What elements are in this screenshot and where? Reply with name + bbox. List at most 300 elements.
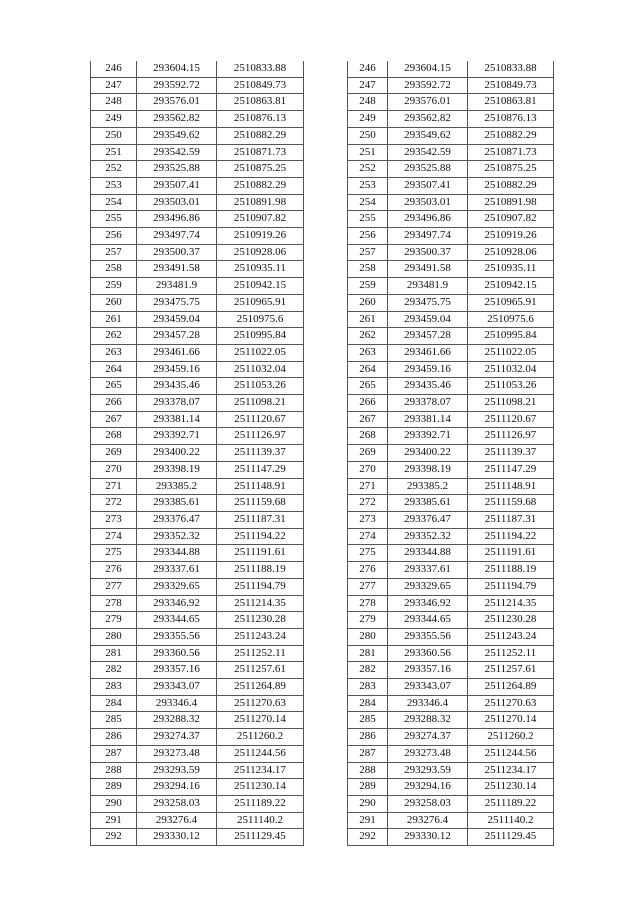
table-row (348, 77, 554, 94)
x-coordinate-cell: 293346.4 (388, 695, 468, 712)
y-coordinate-cell: 2510833.88 (468, 61, 554, 77)
table-row (91, 511, 304, 528)
table-row (91, 461, 304, 478)
point-number-cell: 286 (348, 729, 388, 746)
table-row (91, 495, 304, 512)
x-coordinate-cell: 293357.16 (137, 662, 217, 679)
y-coordinate-cell: 2511189.22 (468, 795, 554, 812)
x-coordinate-cell: 293276.4 (388, 812, 468, 829)
point-number-cell: 275 (348, 545, 388, 562)
table-row (348, 478, 554, 495)
table-row (348, 495, 554, 512)
x-coordinate-cell: 293288.32 (137, 712, 217, 729)
point-number-cell: 251 (91, 144, 137, 161)
y-coordinate-cell: 2511053.26 (468, 378, 554, 395)
y-coordinate-cell: 2511191.61 (217, 545, 304, 562)
table-row (91, 779, 304, 796)
y-coordinate-cell: 2511098.21 (468, 395, 554, 412)
table-row (348, 311, 554, 328)
y-coordinate-cell: 2510891.98 (468, 194, 554, 211)
x-coordinate-cell: 293562.82 (137, 111, 217, 128)
point-number-cell: 282 (348, 662, 388, 679)
y-coordinate-cell: 2510935.11 (468, 261, 554, 278)
x-coordinate-cell: 293491.58 (137, 261, 217, 278)
point-number-cell: 253 (91, 177, 137, 194)
x-coordinate-cell: 293400.22 (388, 445, 468, 462)
y-coordinate-cell: 2511270.63 (217, 695, 304, 712)
point-number-cell: 286 (91, 729, 137, 746)
point-number-cell: 272 (91, 495, 137, 512)
point-number-cell: 289 (348, 779, 388, 796)
y-coordinate-cell: 2511252.11 (217, 645, 304, 662)
point-number-cell: 246 (348, 61, 388, 77)
table-row (91, 144, 304, 161)
point-number-cell: 266 (348, 395, 388, 412)
x-coordinate-cell: 293258.03 (388, 795, 468, 812)
y-coordinate-cell: 2511129.45 (217, 829, 304, 846)
y-coordinate-cell: 2510928.06 (217, 244, 304, 261)
table-row (348, 61, 554, 77)
x-coordinate-cell: 293400.22 (137, 445, 217, 462)
point-number-cell: 280 (348, 628, 388, 645)
point-number-cell: 262 (91, 328, 137, 345)
x-coordinate-cell: 293392.71 (137, 428, 217, 445)
table-row (91, 762, 304, 779)
y-coordinate-cell: 2510995.84 (217, 328, 304, 345)
x-coordinate-cell: 293525.88 (137, 161, 217, 178)
y-coordinate-cell: 2510919.26 (217, 228, 304, 245)
point-number-cell: 257 (348, 244, 388, 261)
y-coordinate-cell: 2511159.68 (217, 495, 304, 512)
table-row (348, 395, 554, 412)
point-number-cell: 258 (91, 261, 137, 278)
y-coordinate-cell: 2510919.26 (468, 228, 554, 245)
y-coordinate-cell: 2510871.73 (468, 144, 554, 161)
y-coordinate-cell: 2511243.24 (217, 628, 304, 645)
y-coordinate-cell: 2511257.61 (217, 662, 304, 679)
table-row (348, 244, 554, 261)
table-row (91, 328, 304, 345)
x-coordinate-cell: 293503.01 (137, 194, 217, 211)
y-coordinate-cell: 2510849.73 (217, 77, 304, 94)
x-coordinate-cell: 293562.82 (388, 111, 468, 128)
y-coordinate-cell: 2511188.19 (468, 562, 554, 579)
table-row (348, 361, 554, 378)
x-coordinate-cell: 293481.9 (388, 278, 468, 295)
y-coordinate-cell: 2510935.11 (217, 261, 304, 278)
y-coordinate-cell: 2510882.29 (468, 127, 554, 144)
point-number-cell: 259 (91, 278, 137, 295)
point-number-cell: 256 (348, 228, 388, 245)
point-number-cell: 288 (348, 762, 388, 779)
point-number-cell: 255 (348, 211, 388, 228)
table-row (348, 428, 554, 445)
x-coordinate-cell: 293378.07 (388, 395, 468, 412)
table-row (348, 177, 554, 194)
x-coordinate-cell: 293576.01 (388, 94, 468, 111)
x-coordinate-cell: 293604.15 (137, 61, 217, 77)
point-number-cell: 287 (348, 745, 388, 762)
table-row (91, 411, 304, 428)
point-number-cell: 251 (348, 144, 388, 161)
y-coordinate-cell: 2510882.29 (217, 127, 304, 144)
y-coordinate-cell: 2511098.21 (217, 395, 304, 412)
point-number-cell: 261 (348, 311, 388, 328)
table-row (348, 812, 554, 829)
table-row (348, 695, 554, 712)
y-coordinate-cell: 2510833.88 (217, 61, 304, 77)
y-coordinate-cell: 2510882.29 (468, 177, 554, 194)
point-number-cell: 258 (348, 261, 388, 278)
y-coordinate-cell: 2511022.05 (468, 344, 554, 361)
point-number-cell: 267 (91, 411, 137, 428)
x-coordinate-cell: 293346.4 (137, 695, 217, 712)
y-coordinate-cell: 2511230.28 (217, 612, 304, 629)
table-row (91, 361, 304, 378)
table-row (348, 328, 554, 345)
point-number-cell: 289 (91, 779, 137, 796)
y-coordinate-cell: 2511120.67 (217, 411, 304, 428)
point-number-cell: 255 (91, 211, 137, 228)
point-number-cell: 268 (348, 428, 388, 445)
y-coordinate-cell: 2511194.79 (217, 578, 304, 595)
point-number-cell: 248 (348, 94, 388, 111)
x-coordinate-cell: 293592.72 (388, 77, 468, 94)
y-coordinate-cell: 2510942.15 (468, 278, 554, 295)
x-coordinate-cell: 293357.16 (388, 662, 468, 679)
table-row (91, 127, 304, 144)
table-row (348, 562, 554, 579)
table-row (348, 712, 554, 729)
y-coordinate-cell: 2511032.04 (468, 361, 554, 378)
y-coordinate-cell: 2510928.06 (468, 244, 554, 261)
y-coordinate-cell: 2511189.22 (217, 795, 304, 812)
y-coordinate-cell: 2510965.91 (217, 294, 304, 311)
x-coordinate-cell: 293344.65 (388, 612, 468, 629)
x-coordinate-cell: 293385.61 (388, 495, 468, 512)
point-number-cell: 265 (91, 378, 137, 395)
point-number-cell: 257 (91, 244, 137, 261)
x-coordinate-cell: 293288.32 (388, 712, 468, 729)
table-row (348, 612, 554, 629)
x-coordinate-cell: 293273.48 (137, 745, 217, 762)
x-coordinate-cell: 293381.14 (388, 411, 468, 428)
y-coordinate-cell: 2511187.31 (217, 511, 304, 528)
y-coordinate-cell: 2511147.29 (468, 461, 554, 478)
table-row (348, 144, 554, 161)
x-coordinate-cell: 293398.19 (388, 461, 468, 478)
y-coordinate-cell: 2510965.91 (468, 294, 554, 311)
point-number-cell: 254 (348, 194, 388, 211)
table-row (91, 428, 304, 445)
x-coordinate-cell: 293258.03 (137, 795, 217, 812)
point-number-cell: 267 (348, 411, 388, 428)
y-coordinate-cell: 2510871.73 (217, 144, 304, 161)
x-coordinate-cell: 293343.07 (137, 679, 217, 696)
y-coordinate-cell: 2510875.25 (217, 161, 304, 178)
y-coordinate-cell: 2511148.91 (217, 478, 304, 495)
y-coordinate-cell: 2511191.61 (468, 545, 554, 562)
x-coordinate-cell: 293344.88 (388, 545, 468, 562)
y-coordinate-cell: 2511244.56 (217, 745, 304, 762)
point-number-cell: 276 (348, 562, 388, 579)
x-coordinate-cell: 293592.72 (137, 77, 217, 94)
table-row (348, 445, 554, 462)
table-row (348, 779, 554, 796)
x-coordinate-cell: 293461.66 (137, 344, 217, 361)
y-coordinate-cell: 2511126.97 (468, 428, 554, 445)
x-coordinate-cell: 293500.37 (137, 244, 217, 261)
point-number-cell: 270 (91, 461, 137, 478)
point-number-cell: 269 (91, 445, 137, 462)
table-row (348, 628, 554, 645)
y-coordinate-cell: 2511214.35 (468, 595, 554, 612)
y-coordinate-cell: 2511194.22 (468, 528, 554, 545)
table-row (91, 829, 304, 846)
x-coordinate-cell: 293497.74 (137, 228, 217, 245)
y-coordinate-cell: 2510942.15 (217, 278, 304, 295)
point-number-cell: 274 (91, 528, 137, 545)
table-row (91, 77, 304, 94)
y-coordinate-cell: 2511214.35 (217, 595, 304, 612)
y-coordinate-cell: 2510891.98 (217, 194, 304, 211)
table-row (91, 294, 304, 311)
point-number-cell: 287 (91, 745, 137, 762)
y-coordinate-cell: 2511230.14 (217, 779, 304, 796)
x-coordinate-cell: 293496.86 (137, 211, 217, 228)
table-row (348, 795, 554, 812)
y-coordinate-cell: 2511264.89 (217, 679, 304, 696)
x-coordinate-cell: 293376.47 (137, 511, 217, 528)
point-number-cell: 283 (348, 679, 388, 696)
y-coordinate-cell: 2511234.17 (217, 762, 304, 779)
table-row (91, 161, 304, 178)
table-row (91, 545, 304, 562)
y-coordinate-cell: 2511147.29 (217, 461, 304, 478)
table-row (348, 578, 554, 595)
table-row (91, 445, 304, 462)
y-coordinate-cell: 2511244.56 (468, 745, 554, 762)
point-number-cell: 263 (348, 344, 388, 361)
x-coordinate-cell: 293385.2 (388, 478, 468, 495)
point-number-cell: 250 (91, 127, 137, 144)
x-coordinate-cell: 293329.65 (137, 578, 217, 595)
point-number-cell: 290 (91, 795, 137, 812)
point-number-cell: 272 (348, 495, 388, 512)
y-coordinate-cell: 2511194.79 (468, 578, 554, 595)
point-number-cell: 248 (91, 94, 137, 111)
x-coordinate-cell: 293352.32 (137, 528, 217, 545)
point-number-cell: 252 (348, 161, 388, 178)
table-row (91, 261, 304, 278)
y-coordinate-cell: 2510863.81 (468, 94, 554, 111)
table-row (91, 745, 304, 762)
x-coordinate-cell: 293507.41 (388, 177, 468, 194)
point-number-cell: 285 (91, 712, 137, 729)
table-row (91, 578, 304, 595)
point-number-cell: 254 (91, 194, 137, 211)
point-number-cell: 266 (91, 395, 137, 412)
table-row (348, 344, 554, 361)
table-row (91, 595, 304, 612)
x-coordinate-cell: 293293.59 (388, 762, 468, 779)
x-coordinate-cell: 293376.47 (388, 511, 468, 528)
point-number-cell: 276 (91, 562, 137, 579)
table-row (91, 94, 304, 111)
table-row (348, 762, 554, 779)
table-row (348, 645, 554, 662)
point-number-cell: 277 (91, 578, 137, 595)
point-number-cell: 273 (348, 511, 388, 528)
x-coordinate-cell: 293337.61 (137, 562, 217, 579)
y-coordinate-cell: 2511252.11 (468, 645, 554, 662)
x-coordinate-cell: 293496.86 (388, 211, 468, 228)
point-number-cell: 290 (348, 795, 388, 812)
point-number-cell: 277 (348, 578, 388, 595)
point-number-cell: 275 (91, 545, 137, 562)
table-row (91, 395, 304, 412)
table-row (91, 562, 304, 579)
y-coordinate-cell: 2511159.68 (468, 495, 554, 512)
point-number-cell: 283 (91, 679, 137, 696)
point-number-cell: 264 (91, 361, 137, 378)
y-coordinate-cell: 2511129.45 (468, 829, 554, 846)
y-coordinate-cell: 2511257.61 (468, 662, 554, 679)
y-coordinate-cell: 2511120.67 (468, 411, 554, 428)
point-number-cell: 261 (91, 311, 137, 328)
table-row (91, 244, 304, 261)
point-number-cell: 281 (348, 645, 388, 662)
x-coordinate-cell: 293355.56 (137, 628, 217, 645)
x-coordinate-cell: 293549.62 (137, 127, 217, 144)
table-row (348, 595, 554, 612)
point-number-cell: 280 (91, 628, 137, 645)
x-coordinate-cell: 293360.56 (137, 645, 217, 662)
x-coordinate-cell: 293343.07 (388, 679, 468, 696)
point-number-cell: 262 (348, 328, 388, 345)
point-number-cell: 279 (348, 612, 388, 629)
y-coordinate-cell: 2511260.2 (217, 729, 304, 746)
x-coordinate-cell: 293355.56 (388, 628, 468, 645)
x-coordinate-cell: 293491.58 (388, 261, 468, 278)
table-row (91, 177, 304, 194)
x-coordinate-cell: 293360.56 (388, 645, 468, 662)
x-coordinate-cell: 293542.59 (137, 144, 217, 161)
table-row (348, 278, 554, 295)
table-row (91, 695, 304, 712)
x-coordinate-cell: 293475.75 (388, 294, 468, 311)
x-coordinate-cell: 293344.65 (137, 612, 217, 629)
x-coordinate-cell: 293459.16 (137, 361, 217, 378)
point-number-cell: 253 (348, 177, 388, 194)
table-row (91, 729, 304, 746)
x-coordinate-cell: 293459.16 (388, 361, 468, 378)
y-coordinate-cell: 2510907.82 (468, 211, 554, 228)
x-coordinate-cell: 293276.4 (137, 812, 217, 829)
coordinate-table-left (90, 61, 304, 846)
table-row (348, 528, 554, 545)
table-row (91, 679, 304, 696)
point-number-cell: 269 (348, 445, 388, 462)
point-number-cell: 247 (91, 77, 137, 94)
point-number-cell: 279 (91, 612, 137, 629)
x-coordinate-cell: 293503.01 (388, 194, 468, 211)
x-coordinate-cell: 293459.04 (137, 311, 217, 328)
point-number-cell: 278 (91, 595, 137, 612)
table-row (91, 628, 304, 645)
x-coordinate-cell: 293293.59 (137, 762, 217, 779)
x-coordinate-cell: 293274.37 (137, 729, 217, 746)
table-row (91, 61, 304, 77)
point-number-cell: 263 (91, 344, 137, 361)
point-number-cell: 274 (348, 528, 388, 545)
point-number-cell: 285 (348, 712, 388, 729)
y-coordinate-cell: 2510882.29 (217, 177, 304, 194)
table-row (348, 211, 554, 228)
y-coordinate-cell: 2511270.14 (468, 712, 554, 729)
point-number-cell: 268 (91, 428, 137, 445)
y-coordinate-cell: 2511022.05 (217, 344, 304, 361)
table-row (91, 111, 304, 128)
x-coordinate-cell: 293435.46 (388, 378, 468, 395)
y-coordinate-cell: 2511230.14 (468, 779, 554, 796)
x-coordinate-cell: 293294.16 (388, 779, 468, 796)
point-number-cell: 256 (91, 228, 137, 245)
x-coordinate-cell: 293542.59 (388, 144, 468, 161)
coordinate-table-right (347, 61, 554, 846)
y-coordinate-cell: 2511230.28 (468, 612, 554, 629)
point-number-cell: 291 (91, 812, 137, 829)
table-row (91, 378, 304, 395)
x-coordinate-cell: 293457.28 (137, 328, 217, 345)
x-coordinate-cell: 293392.71 (388, 428, 468, 445)
table-row (91, 478, 304, 495)
table-row (91, 278, 304, 295)
y-coordinate-cell: 2511234.17 (468, 762, 554, 779)
x-coordinate-cell: 293549.62 (388, 127, 468, 144)
y-coordinate-cell: 2511270.14 (217, 712, 304, 729)
table-row (348, 829, 554, 846)
y-coordinate-cell: 2510975.6 (468, 311, 554, 328)
x-coordinate-cell: 293344.88 (137, 545, 217, 562)
x-coordinate-cell: 293481.9 (137, 278, 217, 295)
point-number-cell: 247 (348, 77, 388, 94)
x-coordinate-cell: 293457.28 (388, 328, 468, 345)
y-coordinate-cell: 2511140.2 (217, 812, 304, 829)
y-coordinate-cell: 2510863.81 (217, 94, 304, 111)
x-coordinate-cell: 293352.32 (388, 528, 468, 545)
y-coordinate-cell: 2511270.63 (468, 695, 554, 712)
x-coordinate-cell: 293576.01 (137, 94, 217, 111)
point-number-cell: 273 (91, 511, 137, 528)
y-coordinate-cell: 2510975.6 (217, 311, 304, 328)
x-coordinate-cell: 293385.61 (137, 495, 217, 512)
x-coordinate-cell: 293330.12 (388, 829, 468, 846)
y-coordinate-cell: 2510907.82 (217, 211, 304, 228)
y-coordinate-cell: 2511139.37 (468, 445, 554, 462)
table-row (91, 528, 304, 545)
table-row (348, 111, 554, 128)
point-number-cell: 264 (348, 361, 388, 378)
y-coordinate-cell: 2511126.97 (217, 428, 304, 445)
x-coordinate-cell: 293507.41 (137, 177, 217, 194)
y-coordinate-cell: 2510875.25 (468, 161, 554, 178)
table-row (91, 662, 304, 679)
point-number-cell: 249 (91, 111, 137, 128)
x-coordinate-cell: 293385.2 (137, 478, 217, 495)
table-row (348, 411, 554, 428)
y-coordinate-cell: 2510876.13 (468, 111, 554, 128)
